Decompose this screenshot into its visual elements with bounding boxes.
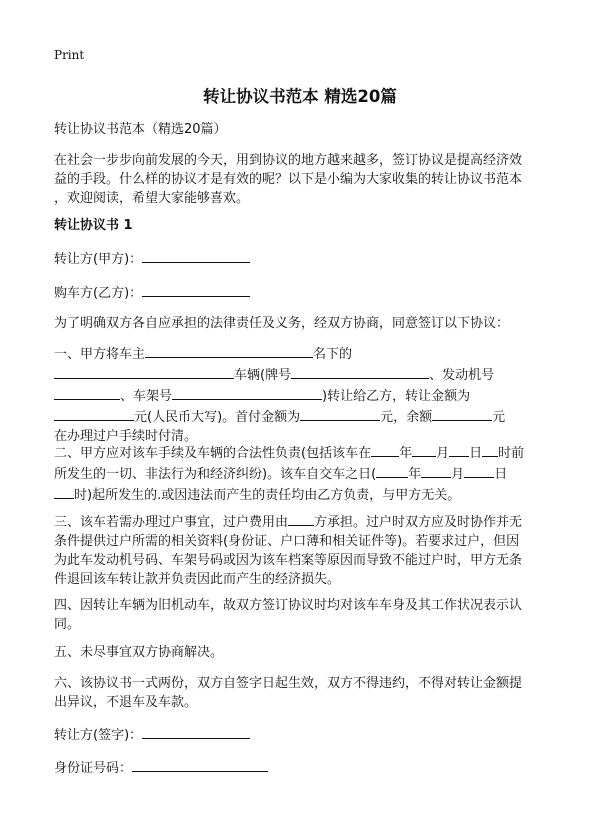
party-b-blank — [142, 282, 250, 297]
clause-text: 时)起所发生的.或因违法而产生的责任均由乙方负责，与甲方无关。 — [74, 488, 461, 503]
frame-blank — [172, 385, 322, 400]
handover-day-blank — [464, 463, 494, 478]
clause-text: 年 — [408, 467, 422, 482]
intro-line: 在社会一步步向前发展的今天，用到协议的地方越来越多，签订协议是提高经济效 — [54, 153, 523, 168]
clause-text: 三、该车若需办理过户事宜，过户费用由 — [54, 515, 289, 530]
clause-5: 五、未尽事宜双方协商解决。 — [54, 645, 224, 660]
amount-blank — [54, 406, 134, 421]
clause-line: 同。 — [54, 617, 81, 632]
clause-text: 日 — [469, 446, 483, 461]
vehicle-blank — [54, 364, 234, 379]
clause-text: 元 — [492, 410, 506, 425]
clause-text: 年 — [399, 446, 413, 461]
down-payment-blank — [300, 406, 380, 421]
clause-text: 月 — [451, 467, 465, 482]
clause-text: 二、甲方应对该车手续及车辆的合法性负责(包括该车在 — [54, 446, 372, 461]
document-subtitle: 转让协议书范本（精选20篇） — [54, 122, 227, 137]
document-title: 转让协议书范本 精选20篇 — [203, 87, 397, 106]
clause-line: 为此车发动机号码、车架号码或因为该车档案等原因而导致不能过户时，甲方无条 — [54, 553, 523, 568]
clause-line: 件退回该车转让款并负责因此而产生的经济损失。 — [54, 572, 341, 587]
clause-line — [54, 385, 552, 406]
party-a-row — [54, 248, 552, 269]
clause-text: )转让给乙方，转让金额为 — [322, 389, 471, 404]
clause-4 — [54, 596, 552, 634]
intro-line: 益的手段。什么样的协议才是有效的呢？以下是小编为大家收集的转让协议书范本 — [54, 172, 523, 187]
clause-line — [54, 463, 552, 484]
fee-party-blank — [288, 511, 314, 526]
party-b-row — [54, 282, 552, 303]
clause-text: 方承担。过户时双方应及时协作并无 — [314, 515, 523, 530]
party-a-label: 转让方(甲方)： — [54, 252, 143, 267]
signature-label: 转让方(签字)： — [54, 728, 143, 743]
clause-text: 车辆(牌号 — [234, 368, 292, 383]
intro-line: ，欢迎阅读，希望大家能够喜欢。 — [54, 191, 250, 206]
id-number-label: 身份证号码： — [54, 761, 133, 776]
clause-text: 日 — [494, 467, 508, 482]
clause-2 — [54, 442, 552, 505]
clause-line: 四、因转让车辆为旧机动车，故双方签订协议时均对该车车身及其工作状况表示认 — [54, 598, 523, 613]
month-blank — [412, 442, 436, 457]
clause-3 — [54, 511, 552, 589]
intro-paragraph — [54, 151, 552, 208]
year-blank — [371, 442, 399, 457]
handover-hour-blank — [54, 484, 74, 499]
party-b-label: 购车方(乙方)： — [54, 286, 143, 301]
signature-row — [54, 724, 552, 745]
clause-text: 、车架号 — [120, 389, 173, 404]
clause-line — [54, 406, 552, 427]
section-heading: 转让协议书 1 — [54, 218, 133, 233]
clause-line: 六、该协议书一式两份，双方自签字日起生效，双方不得违约，不得对转让金额提 — [54, 676, 523, 691]
day-blank — [449, 442, 469, 457]
clause-line — [54, 442, 552, 463]
clause-line — [54, 511, 552, 532]
id-number-blank — [132, 757, 268, 772]
clause-line — [54, 364, 552, 385]
clause-text: 元(人民币大写)。首付金额为 — [134, 410, 301, 425]
clause-line: 出异议，不退车及车款。 — [54, 695, 198, 710]
clause-text: 时前 — [498, 446, 525, 461]
clause-line — [54, 343, 552, 364]
clause-line — [54, 484, 552, 505]
print-link[interactable]: Print — [54, 48, 85, 62]
plate-blank — [291, 364, 429, 379]
engine-blank — [54, 385, 120, 400]
owner-blank — [145, 343, 313, 358]
clause-line: 在办理过户手续时付清。 — [54, 429, 198, 444]
hour-blank — [482, 442, 498, 457]
clause-text: 月 — [436, 446, 450, 461]
handover-year-blank — [376, 463, 408, 478]
clause-text: 、发动机号 — [429, 368, 495, 383]
clause-text: 元，余额 — [380, 410, 433, 425]
clause-text: 所发生的一切、非法行为和经济纠纷)。该车自交车之日( — [54, 467, 377, 482]
clause-6 — [54, 674, 552, 712]
clause-text: 一、甲方将车主 — [54, 347, 146, 362]
party-a-blank — [142, 248, 250, 263]
balance-blank — [432, 406, 492, 421]
signature-blank — [142, 724, 250, 739]
clause-text: 名下的 — [313, 347, 353, 362]
preamble: 为了明确双方各自应承担的法律责任及义务，经双方协商，同意签订以下协议： — [54, 316, 510, 331]
handover-month-blank — [421, 463, 451, 478]
id-number-row — [54, 757, 552, 778]
clause-1 — [54, 343, 552, 446]
clause-line: 条件提供过户所需的相关资料(身份证、户口薄和相关证件等)。若要求过户，但因 — [54, 534, 520, 549]
